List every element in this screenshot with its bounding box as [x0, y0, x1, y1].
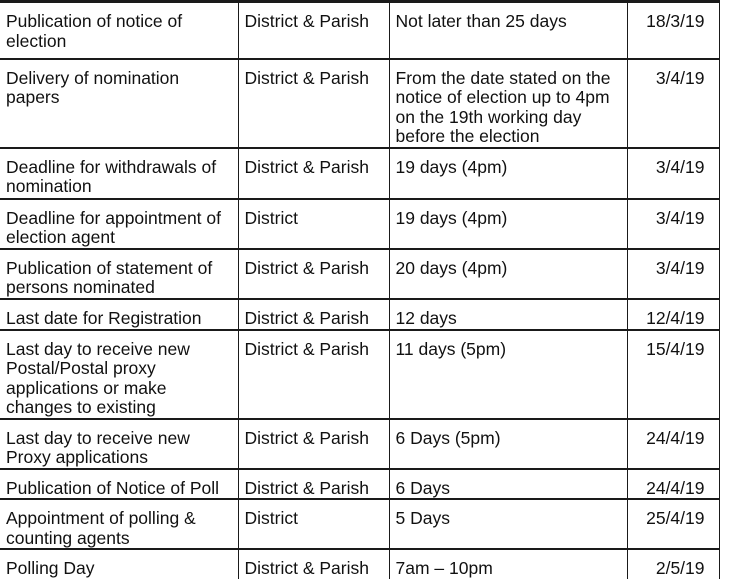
timing-cell: 6 Days: [389, 469, 627, 500]
election-type-cell: District & Parish: [238, 148, 389, 199]
event-cell: Deadline for withdrawals of nomination: [0, 148, 238, 199]
date-cell: 3/4/19: [627, 148, 719, 199]
date-cell: 12/4/19: [627, 299, 719, 330]
table-row: [0, 499, 719, 549]
timing-cell: Not later than 25 days: [389, 2, 627, 59]
date-cell: 25/4/19: [627, 499, 719, 549]
timing-cell: 19 days (4pm): [389, 199, 627, 249]
election-type-cell: District & Parish: [238, 2, 389, 59]
timing-cell: 5 Days: [389, 499, 627, 549]
election-type-cell: District & Parish: [238, 299, 389, 330]
election-type-cell: District & Parish: [238, 59, 389, 148]
table-row: [0, 249, 719, 299]
timing-cell: 20 days (4pm): [389, 249, 627, 299]
timing-cell: From the date stated on the notice of election up to 4pm on the 19th working day before the election: [389, 59, 627, 148]
event-cell: Publication of notice of election: [0, 2, 238, 59]
table-row: [0, 469, 719, 500]
date-cell: 18/3/19: [627, 2, 719, 59]
election-type-cell: District: [238, 199, 389, 249]
date-cell: 3/4/19: [627, 249, 719, 299]
election-type-cell: District: [238, 499, 389, 549]
election-type-cell: District & Parish: [238, 549, 389, 579]
event-cell: Polling Day: [0, 549, 238, 579]
timing-cell: 12 days: [389, 299, 627, 330]
election-type-cell: District & Parish: [238, 330, 389, 419]
table-row: [0, 330, 719, 419]
date-cell: 24/4/19: [627, 419, 719, 469]
timing-cell: 6 Days (5pm): [389, 419, 627, 469]
date-cell: 2/5/19: [627, 549, 719, 579]
event-cell: Deadline for appointment of election agent: [0, 199, 238, 249]
date-cell: 3/4/19: [627, 59, 719, 148]
table-row: [0, 148, 719, 199]
event-cell: Last day to receive new Postal/Postal proxy applications or make changes to existing: [0, 330, 238, 419]
table-row: [0, 549, 719, 579]
table-row: [0, 59, 719, 148]
event-cell: Appointment of polling & counting agents: [0, 499, 238, 549]
event-cell: Publication of statement of persons nominated: [0, 249, 238, 299]
date-cell: 15/4/19: [627, 330, 719, 419]
date-cell: 3/4/19: [627, 199, 719, 249]
table-row: [0, 2, 719, 59]
table-row: [0, 419, 719, 469]
table-row: [0, 299, 719, 330]
election-type-cell: District & Parish: [238, 469, 389, 500]
timing-cell: 7am – 10pm: [389, 549, 627, 579]
event-cell: Publication of Notice of Poll: [0, 469, 238, 500]
timing-cell: 11 days (5pm): [389, 330, 627, 419]
election-type-cell: District & Parish: [238, 419, 389, 469]
event-cell: Delivery of nomination papers: [0, 59, 238, 148]
table-row: [0, 199, 719, 249]
event-cell: Last date for Registration: [0, 299, 238, 330]
date-cell: 24/4/19: [627, 469, 719, 500]
timing-cell: 19 days (4pm): [389, 148, 627, 199]
event-cell: Last day to receive new Proxy applications: [0, 419, 238, 469]
election-type-cell: District & Parish: [238, 249, 389, 299]
